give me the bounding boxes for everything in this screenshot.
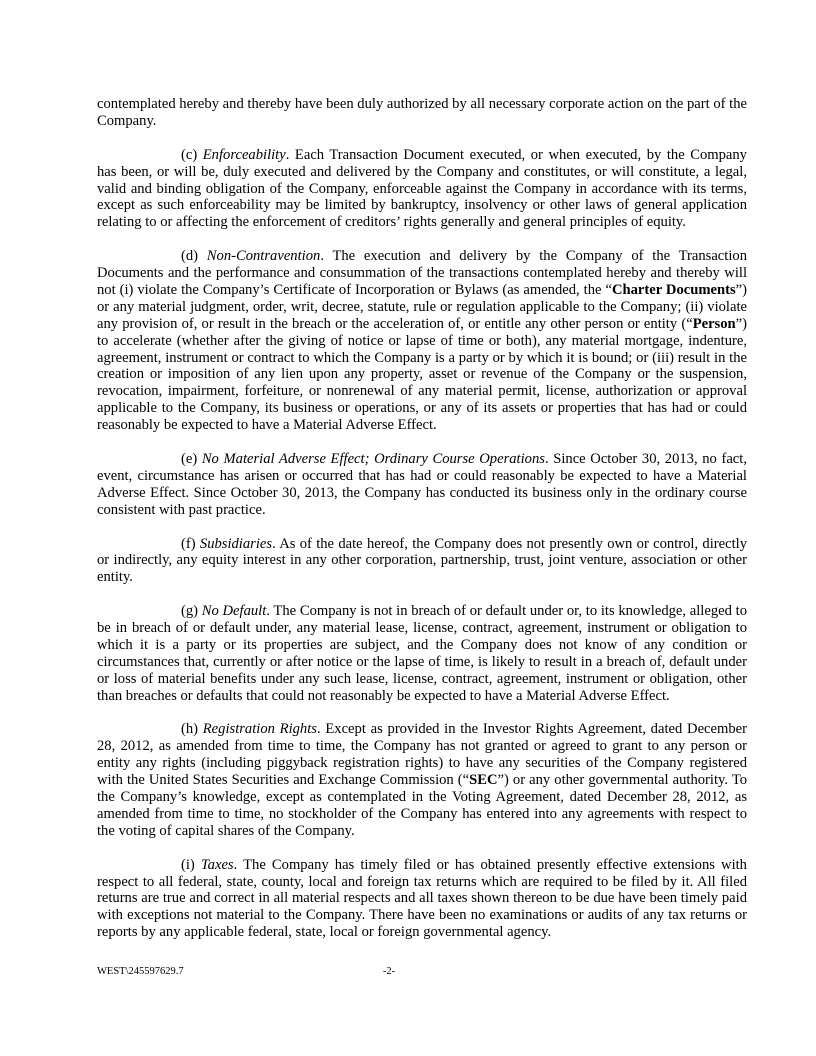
footer-page-number: -2-: [382, 966, 396, 977]
text-segment: . The Company is not in breach of or default under or, to its knowledge, alleged to be in breach of or default under, any material lease, license, contract, agreement, instrument or obligation to which it is a party or its properties are subject, and the Company does not know of any condition or circumstances that, currently or after notice or the lapse of time, is likely to result in a breach of, default under or loss of material benefits under any such lease, license, contract, agreement, instrument or obligation, other than breaches or defaults that could not reasonably be expected to have a Material Adverse Effect.: [97, 603, 747, 704]
text-segment: (i): [181, 856, 201, 873]
text-segment: (g): [181, 603, 202, 620]
text-segment: (h): [181, 721, 203, 738]
text-segment: ”) or any other governmental authority. To the Company’s knowledge, except as contemplated in the Voting Agreement, dated December 28, 2012, as amended from time to time, no stockholder of the Company has entered into any agreements with respect to the voting of capital shares of the Company.: [97, 772, 748, 839]
text-segment: contemplated hereby and thereby have been duly authorized by all necessary corporate action on the part of the Company.: [97, 96, 747, 129]
paragraph-e-no-material-adverse-effect: [97, 451, 747, 519]
text-segment: . As of the date hereof, the Company does not presently own or control, directly or indirectly, any equity interest in any other corporation, partnership, trust, joint venture, association or other entity.: [97, 535, 747, 586]
paragraph-h-registration-rights: [97, 721, 747, 839]
text-segment: (d): [181, 248, 207, 265]
text-segment: Subsidiaries: [199, 535, 273, 552]
text-segment: ”) or any material judgment, order, writ, decree, statute, rule or regulation applicable to the Company; (ii) violate any provision of, or result in the breach or the acceleration of, or entitle any other person or entity (“: [97, 281, 747, 332]
text-segment: . Each Transaction Document executed, or when executed, by the Company has been, or will be, duly executed and delivered by the Company and constitutes, or will constitute, a legal, valid and binding obligation of the Company, enforceable against the Company in accordance with its terms, except as such enforceability may be limited by bankruptcy, insolvency or other laws of general application relating to or affecting the enforcement of creditors’ rights generally and general principles of equity.: [97, 146, 747, 231]
paragraph-f-subsidiaries: [97, 536, 747, 587]
paragraph-c-enforceability: [97, 147, 747, 232]
text-segment: (c): [181, 146, 203, 163]
text-segment: Person: [692, 315, 736, 332]
document-body: [97, 96, 747, 958]
text-segment: . Since October 30, 2013, no fact, event, circumstance has arisen or occurred that has had or could reasonably be expected to have a Material Adverse Effect. Since October 30, 2013, the Company has conducted its business only in the ordinary course consistent with past practice.: [97, 450, 747, 518]
text-segment: . Except as provided in the Investor Rights Agreement, dated December 28, 2012, as amended from time to time, the Company has not granted or agreed to grant to any person or entity any rights (including piggyback registration rights) to have any securities of the Company registered with the United States Securities and Exchange Commission (“: [97, 721, 747, 789]
text-segment: Charter Documents: [611, 281, 736, 298]
text-segment: Taxes: [200, 856, 234, 873]
text-segment: Enforceability: [202, 146, 286, 163]
text-segment: Registration Rights: [202, 721, 317, 738]
paragraph-g-no-default: [97, 603, 747, 704]
text-segment: . The execution and delivery by the Company of the Transaction Documents and the performance and consummation of the transactions contemplated hereby and thereby will not (i) violate the Company’s Certificate of Incorporation or Bylaws (as amended, the “: [97, 248, 747, 298]
text-segment: (f): [181, 535, 200, 552]
text-segment: Non-Contravention: [206, 248, 321, 265]
text-segment: (e): [181, 450, 202, 467]
footer-document-id: WEST\245597629.7: [97, 966, 184, 977]
paragraph-i-taxes: [97, 857, 747, 942]
paragraph-intro-continuation: [97, 96, 747, 130]
text-segment: No Default: [201, 603, 267, 620]
text-segment: ”) to accelerate (whether after the giving of notice or lapse of time or both), any material mortgage, indenture, agreement, instrument or contract to which the Company is a party or by which it is bound; or (iii) result in the creation or imposition of any lien upon any property, asset or revenue of the Company or the suspension, revocation, impairment, forfeiture, or nonrenewal of any material permit, license, authorization or approval applicable to the Company, its business or operations, or any of its assets or properties that has had or could reasonably be expected to have a Material Adverse Effect.: [97, 315, 747, 434]
text-segment: SEC: [469, 772, 498, 789]
text-segment: . The Company has timely filed or has obtained presently effective extensions with respect to all federal, state, county, local and foreign tax returns which are required to be filed by it. All filed returns are true and correct in all material respects and all taxes shown thereon to be due have been timely paid with exceptions not material to the Company. There have been no examinations or audits of any tax returns or reports by any applicable federal, state, local or foreign governmental agency.: [97, 856, 747, 941]
paragraph-d-non-contravention: [97, 248, 747, 434]
text-segment: No Material Adverse Effect; Ordinary Course Operations: [201, 450, 545, 467]
